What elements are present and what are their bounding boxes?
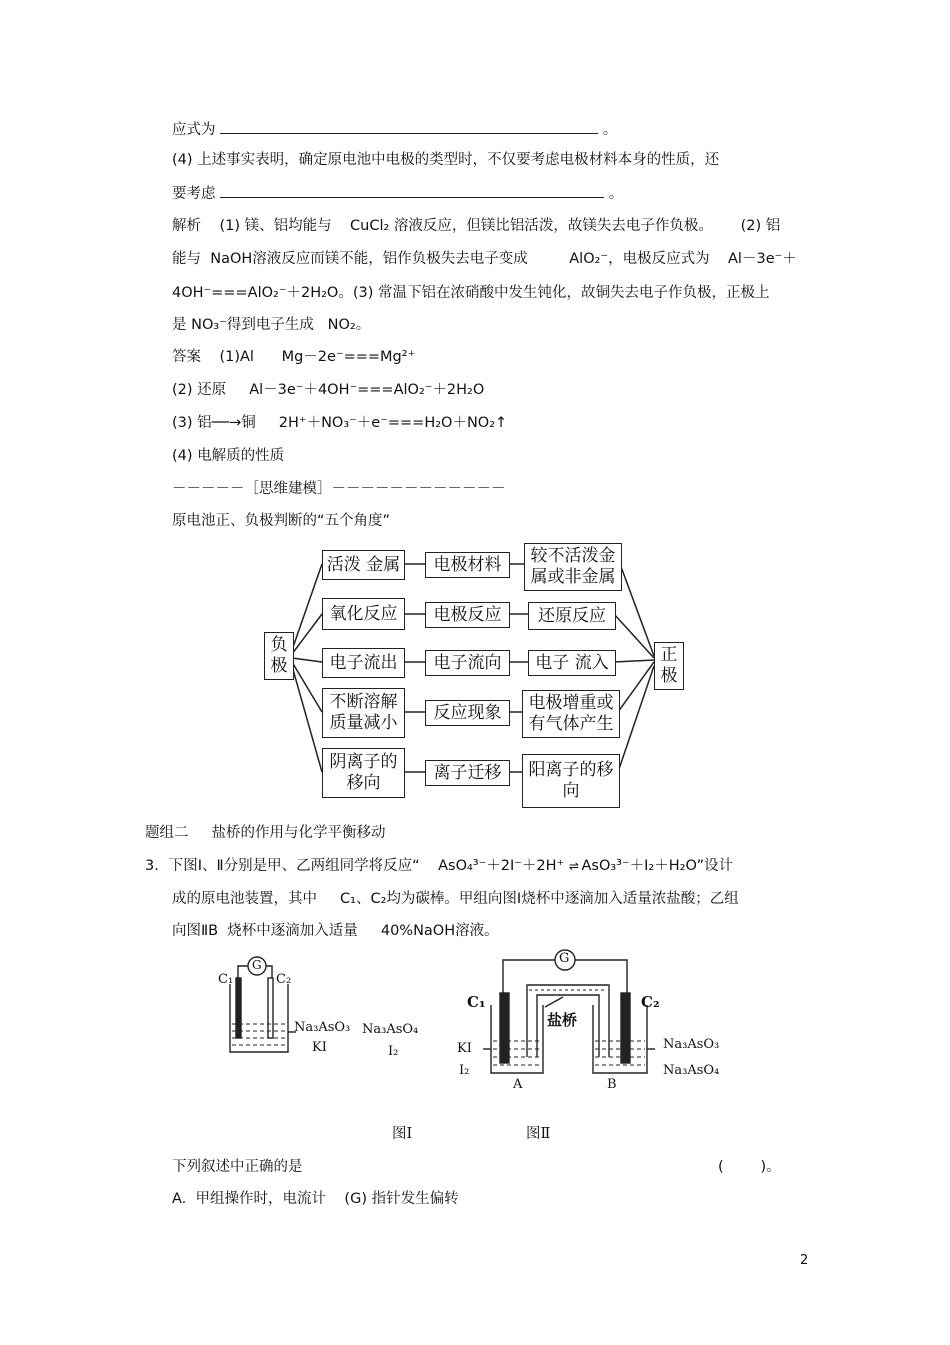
galvanometer-label: G: [559, 951, 570, 966]
text: 。: [602, 122, 618, 138]
q3-line-1: [145, 856, 733, 876]
text: 常温下铝在浓硝酸中发生钝化，故铜失去电子作负极，正极上: [377, 285, 770, 301]
beaker-a-label: A: [513, 1077, 523, 1092]
figure-2-caption: 图Ⅱ: [526, 1126, 551, 1142]
flow-right-1: 还原反应: [528, 602, 616, 630]
flow-left-2: 电子流出: [322, 648, 405, 678]
figure-1: [210, 952, 440, 1062]
flow-mid-4: 离子迁移: [425, 760, 510, 786]
solution-label: I₂: [459, 1063, 470, 1078]
question-line-2: (4) 上述事实表明，确定原电池中电极的类型时，不仅要考虑电极材料本身的性质，还: [172, 152, 720, 168]
flow-right-3: 电极增重或 有气体产生: [522, 690, 620, 738]
beaker-b-label: B: [607, 1077, 617, 1092]
analysis-line-4: 是 NO₃⁻得到电子生成 NO₂。: [172, 317, 371, 333]
flow-left-1: 氧化反应: [322, 598, 405, 630]
choices-prompt: 下列叙述中正确的是: [172, 1159, 303, 1175]
text: (1) 镁、铝均能与: [219, 218, 332, 234]
answer-blank[interactable]: [220, 119, 598, 134]
text: CuCl₂ 溶液反应，但镁比铝活泼，故镁失去电子作负极。: [350, 218, 713, 234]
flow-mid-1: 电极反应: [425, 602, 510, 628]
figure-1-caption: 图Ⅰ: [392, 1126, 413, 1142]
solution-label: KI: [457, 1041, 472, 1056]
galvanometer-label: G: [252, 958, 262, 972]
connector: [292, 564, 322, 650]
connector: [292, 658, 322, 662]
equilibrium-arrow-icon: ⇌: [568, 859, 577, 873]
text: NaOH溶液反应而镁不能，铝作负极失去电子变成: [210, 251, 528, 267]
q3-line-2: 成的原电池装置，其中 C₁、C₂均为碳棒。甲组向图Ⅰ烧杯中逐滴加入适量浓盐酸；乙组: [172, 891, 739, 907]
flow-mid-3: 反应现象: [425, 700, 510, 726]
flow-left-3: 不断溶解 质量减小: [322, 688, 405, 738]
figure-2: [455, 945, 745, 1095]
answer-line-4: (4) 电解质的性质: [172, 448, 285, 464]
solution-label: Na₃AsO₃: [663, 1037, 720, 1052]
section-title: 题组二 盐桥的作用与化学平衡移动: [145, 825, 386, 841]
text: AsO₄³⁻＋2I⁻＋2H⁺: [438, 858, 565, 874]
salt-bridge-label: 盐桥: [547, 1011, 578, 1029]
positive-electrode-box: 正 极: [654, 642, 684, 690]
flow-right-2: 电子 流入: [528, 650, 616, 676]
analysis-label: 解析: [172, 218, 201, 234]
text: (2) 铝: [740, 218, 781, 234]
electrode-c2-label: C₂: [641, 993, 660, 1011]
analysis-line-1: [172, 216, 780, 236]
connector: [292, 666, 322, 772]
connector: [292, 662, 322, 712]
q3-line-3: 向图ⅡB 烧杯中逐滴加入适量 40%NaOH溶液。: [172, 923, 499, 939]
text: 应式为: [172, 122, 216, 138]
answer-parenthesis[interactable]: ( )。: [718, 1159, 781, 1175]
page-number: 2: [800, 1253, 809, 1268]
answer-label: 答案: [172, 349, 201, 365]
flow-right-0: 较不活泼金 属或非金属: [524, 543, 622, 591]
text: (1)Al Mg－2e⁻===Mg²⁺: [219, 349, 416, 365]
solution-label: I₂: [388, 1044, 399, 1059]
electrode-c2-label: C₂: [276, 972, 292, 987]
text: 4OH⁻===AlO₂⁻＋2H₂O。(3): [172, 285, 374, 301]
modeling-header: －－－－－［思维建模］－－－－－－－－－－－－: [172, 481, 506, 497]
solution-label: Na₃AsO₄: [362, 1022, 419, 1037]
flowchart: [262, 540, 712, 810]
analysis-line-2: [172, 249, 797, 269]
text: AlO₂⁻，电极反应式为: [569, 251, 710, 267]
electrode-c1-label: C₁: [218, 972, 234, 987]
answer-line-3: (3) 铝──→铜 2H⁺＋NO₃⁻＋e⁻===H₂O＋NO₂↑: [172, 415, 508, 431]
answer-blank[interactable]: [220, 183, 604, 198]
flow-left-4: 阴离子的 移向: [322, 748, 405, 798]
flow-mid-0: 电极材料: [425, 552, 510, 578]
text: 能与: [172, 251, 201, 267]
analysis-line-3: [172, 283, 769, 303]
negative-electrode-box: 负 极: [264, 632, 294, 680]
flow-mid-2: 电子流向: [425, 650, 510, 676]
text: 。: [608, 186, 624, 202]
flow-right-4: 阳离子的移 向: [522, 754, 620, 808]
choice-a: A. 甲组操作时，电流计 (G) 指针发生偏转: [172, 1191, 459, 1207]
text: 3．下图Ⅰ、Ⅱ分别是甲、乙两组同学将反应“: [145, 858, 420, 874]
text: Al－3e⁻＋: [728, 251, 797, 267]
answer-line-1: [172, 347, 415, 367]
electrode-c1-label: C₁: [467, 993, 486, 1011]
connector: [292, 614, 322, 654]
answer-line-2: (2) 还原 Al－3e⁻＋4OH⁻===AlO₂⁻＋2H₂O: [172, 382, 485, 398]
solution-label: KI: [312, 1040, 327, 1055]
flow-left-0: 活泼 金属: [322, 550, 405, 580]
text: AsO₃³⁻＋I₂＋H₂O”设计: [581, 858, 734, 874]
question-line-3: [172, 183, 623, 204]
modeling-title: 原电池正、负极判断的“五个角度”: [172, 513, 391, 529]
text: 要考虑: [172, 186, 216, 202]
solution-label: Na₃AsO₃: [294, 1020, 351, 1035]
question-line-1: [172, 119, 617, 140]
solution-label: Na₃AsO₄: [663, 1063, 720, 1078]
